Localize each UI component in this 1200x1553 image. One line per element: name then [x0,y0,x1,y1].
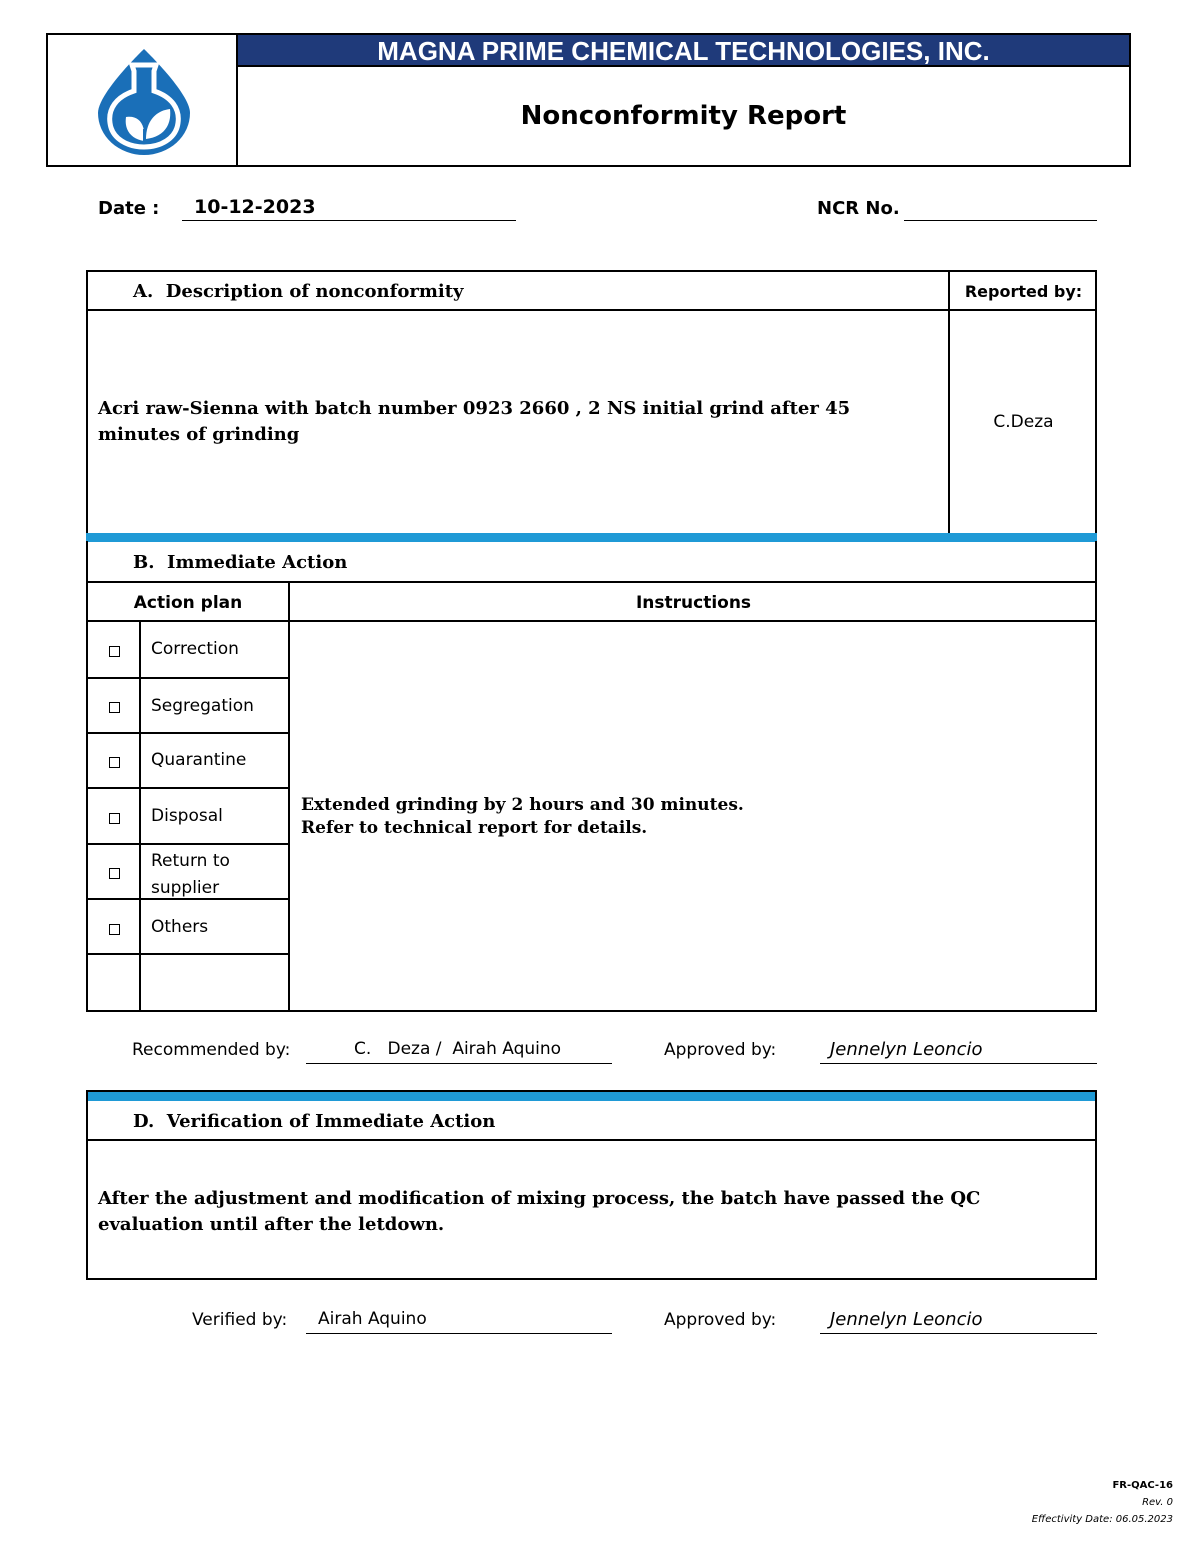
divider [86,732,289,734]
verified-by-field [306,1308,612,1334]
divider [948,270,950,535]
recommended-by-field [306,1038,612,1064]
recommended-by-value: C. Deza / Airah Aquino [354,1039,562,1059]
section-b-title: Immediate Action [167,552,348,573]
approved-by-label-2: Approved by: [664,1310,777,1330]
section-a-letter: A. [133,281,154,302]
form-code: FR-QAC-16 [1112,1480,1173,1491]
divider [86,953,289,955]
approved-by-value: Jennelyn Leoncio [830,1039,983,1060]
nonconformity-description: Acri raw-Sienna with batch number 0923 2660 , 2 NS initial grind after 45 minutes of grinding [98,398,851,445]
instructions-text [301,794,744,840]
effectivity-date: Effectivity Date: 06.05.2023 [1031,1514,1173,1525]
section-b-heading [133,552,347,573]
action-label-segregation: Segregation [151,696,254,716]
action-label-others: Others [151,917,209,937]
section-d-heading [133,1111,495,1132]
divider [86,787,289,789]
approved-by-field [820,1038,1097,1064]
section-a-heading [133,281,464,302]
divider [86,677,289,679]
recommended-by-label: Recommended by: [132,1040,291,1060]
divider [86,1139,1097,1141]
reported-by-value: C.Deza [993,412,1054,432]
disposal-checkbox[interactable] [109,813,120,824]
section-d-letter: D. [133,1111,155,1132]
date-field [182,196,516,221]
action-label-quarantine: Quarantine [151,750,247,770]
logo-cell [48,35,238,165]
approved-by-field-2 [820,1308,1097,1334]
correction-checkbox[interactable] [109,646,120,657]
divider [86,581,1097,583]
others-checkbox[interactable] [109,924,120,935]
verified-by-label: Verified by: [192,1310,288,1330]
date-label: Date : [98,198,160,219]
verified-by-value: Airah Aquino [318,1309,427,1329]
instructions-line-1: Extended grinding by 2 hours and 30 minutes. [301,795,744,815]
approved-by-value-2: Jennelyn Leoncio [830,1309,983,1330]
divider [86,843,289,845]
reported-by-label: Reported by: [964,282,1083,301]
action-label-disposal: Disposal [151,806,223,826]
action-plan-header: Action plan [133,593,243,613]
section-d-title: Verification of Immediate Action [166,1111,496,1132]
company-logo-icon [92,47,196,155]
date-value: 10-12-2023 [194,196,316,218]
ncr-label: NCR No. [817,198,900,219]
instructions-header: Instructions [635,593,752,613]
ncr-field [904,196,1097,221]
divider [86,309,1097,311]
divider [288,581,290,1012]
action-label-return-to-supplier: Return to supplier [151,851,230,898]
verification-text: After the adjustment and modification of mixing process, the batch have passed the QC evaluation until after the letdown. [98,1188,981,1235]
report-title: Nonconformity Report [520,101,847,131]
instructions-line-2: Refer to technical report for details. [301,818,648,838]
document-header [46,33,1131,167]
divider [86,620,1097,622]
segregation-checkbox[interactable] [109,702,120,713]
action-label-correction: Correction [151,639,239,659]
return-to-supplier-checkbox[interactable] [109,868,120,879]
section-a-title: Description of nonconformity [165,281,464,302]
section-b-letter: B. [133,552,155,573]
revision: Rev. 0 [1142,1497,1173,1508]
company-name: MAGNA PRIME CHEMICAL TECHNOLOGIES, INC. [238,35,1129,67]
approved-by-label: Approved by: [664,1040,777,1060]
quarantine-checkbox[interactable] [109,757,120,768]
form-footer [1032,1477,1173,1528]
